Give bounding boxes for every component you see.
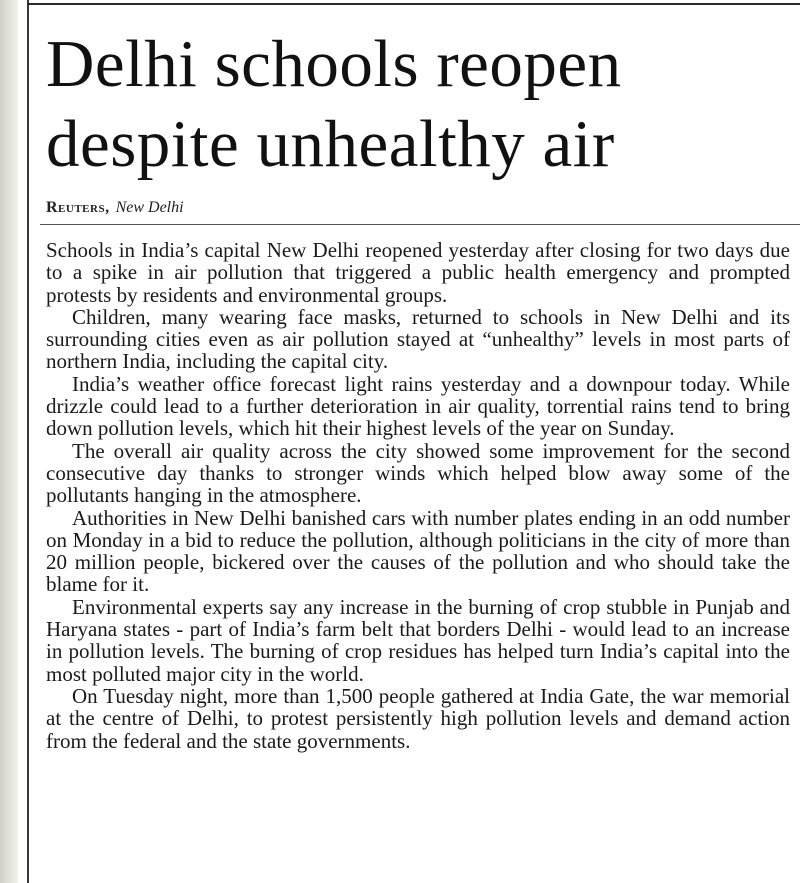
- top-border-rule: [27, 3, 800, 5]
- paragraph-7: On Tuesday night, more than 1,500 people gathered at India Gate, the war memorial at the centre of Delhi, to protest persistently high pollution levels and demand action from the federal and the state governments.: [46, 683, 790, 753]
- article-body: [46, 239, 790, 752]
- page-fold-shadow: [0, 0, 18, 883]
- paragraph-3: India’s weather office forecast light rains yesterday and a downpour today. While drizzle could lead to a further deterioration in air quality, torrential rains tend to bring down pollution levels, which hit their highest levels of the year on Sunday.: [46, 371, 790, 441]
- headline-line-2: despite unhealthy air: [46, 107, 615, 181]
- byline-divider: [40, 224, 800, 225]
- byline-agency: Reuters,: [46, 199, 110, 216]
- column-divider-rule: [27, 0, 29, 883]
- paragraph-2: Children, many wearing face masks, returned to schools in New Delhi and its surrounding cities even as air pollution stayed at “unhealthy” levels in most parts of northern India, including the capital city.: [46, 304, 790, 374]
- paragraph-5: Authorities in New Delhi banished cars with number plates ending in an odd number on Monday in a bid to reduce the pollution, although politicians in the city of more than 20 million people, bickered over the causes of the pollution and who should take the blame for it.: [46, 505, 790, 597]
- paragraph-4: The overall air quality across the city showed some improvement for the second consecutive day thanks to stronger winds which helped blow away some of the pollutants hanging in the atmosphere.: [46, 438, 790, 508]
- headline: [46, 24, 790, 184]
- paragraph-1: Schools in India’s capital New Delhi reopened yesterday after closing for two days due to a spike in air pollution that triggered a public health emergency and prompted protests by residents and environmental groups.: [46, 238, 790, 307]
- paragraph-6: Environmental experts say any increase in the burning of crop stubble in Punjab and Haryana states - part of India’s farm belt that borders Delhi - would lead to an increase in pollution levels. The burning of crop residues has helped turn India’s capital into the most polluted major city in the world.: [46, 594, 790, 686]
- headline-line-1: Delhi schools reopen: [46, 27, 622, 101]
- byline-location: New Delhi: [115, 199, 184, 216]
- byline: [46, 198, 790, 218]
- news-article: [46, 24, 790, 752]
